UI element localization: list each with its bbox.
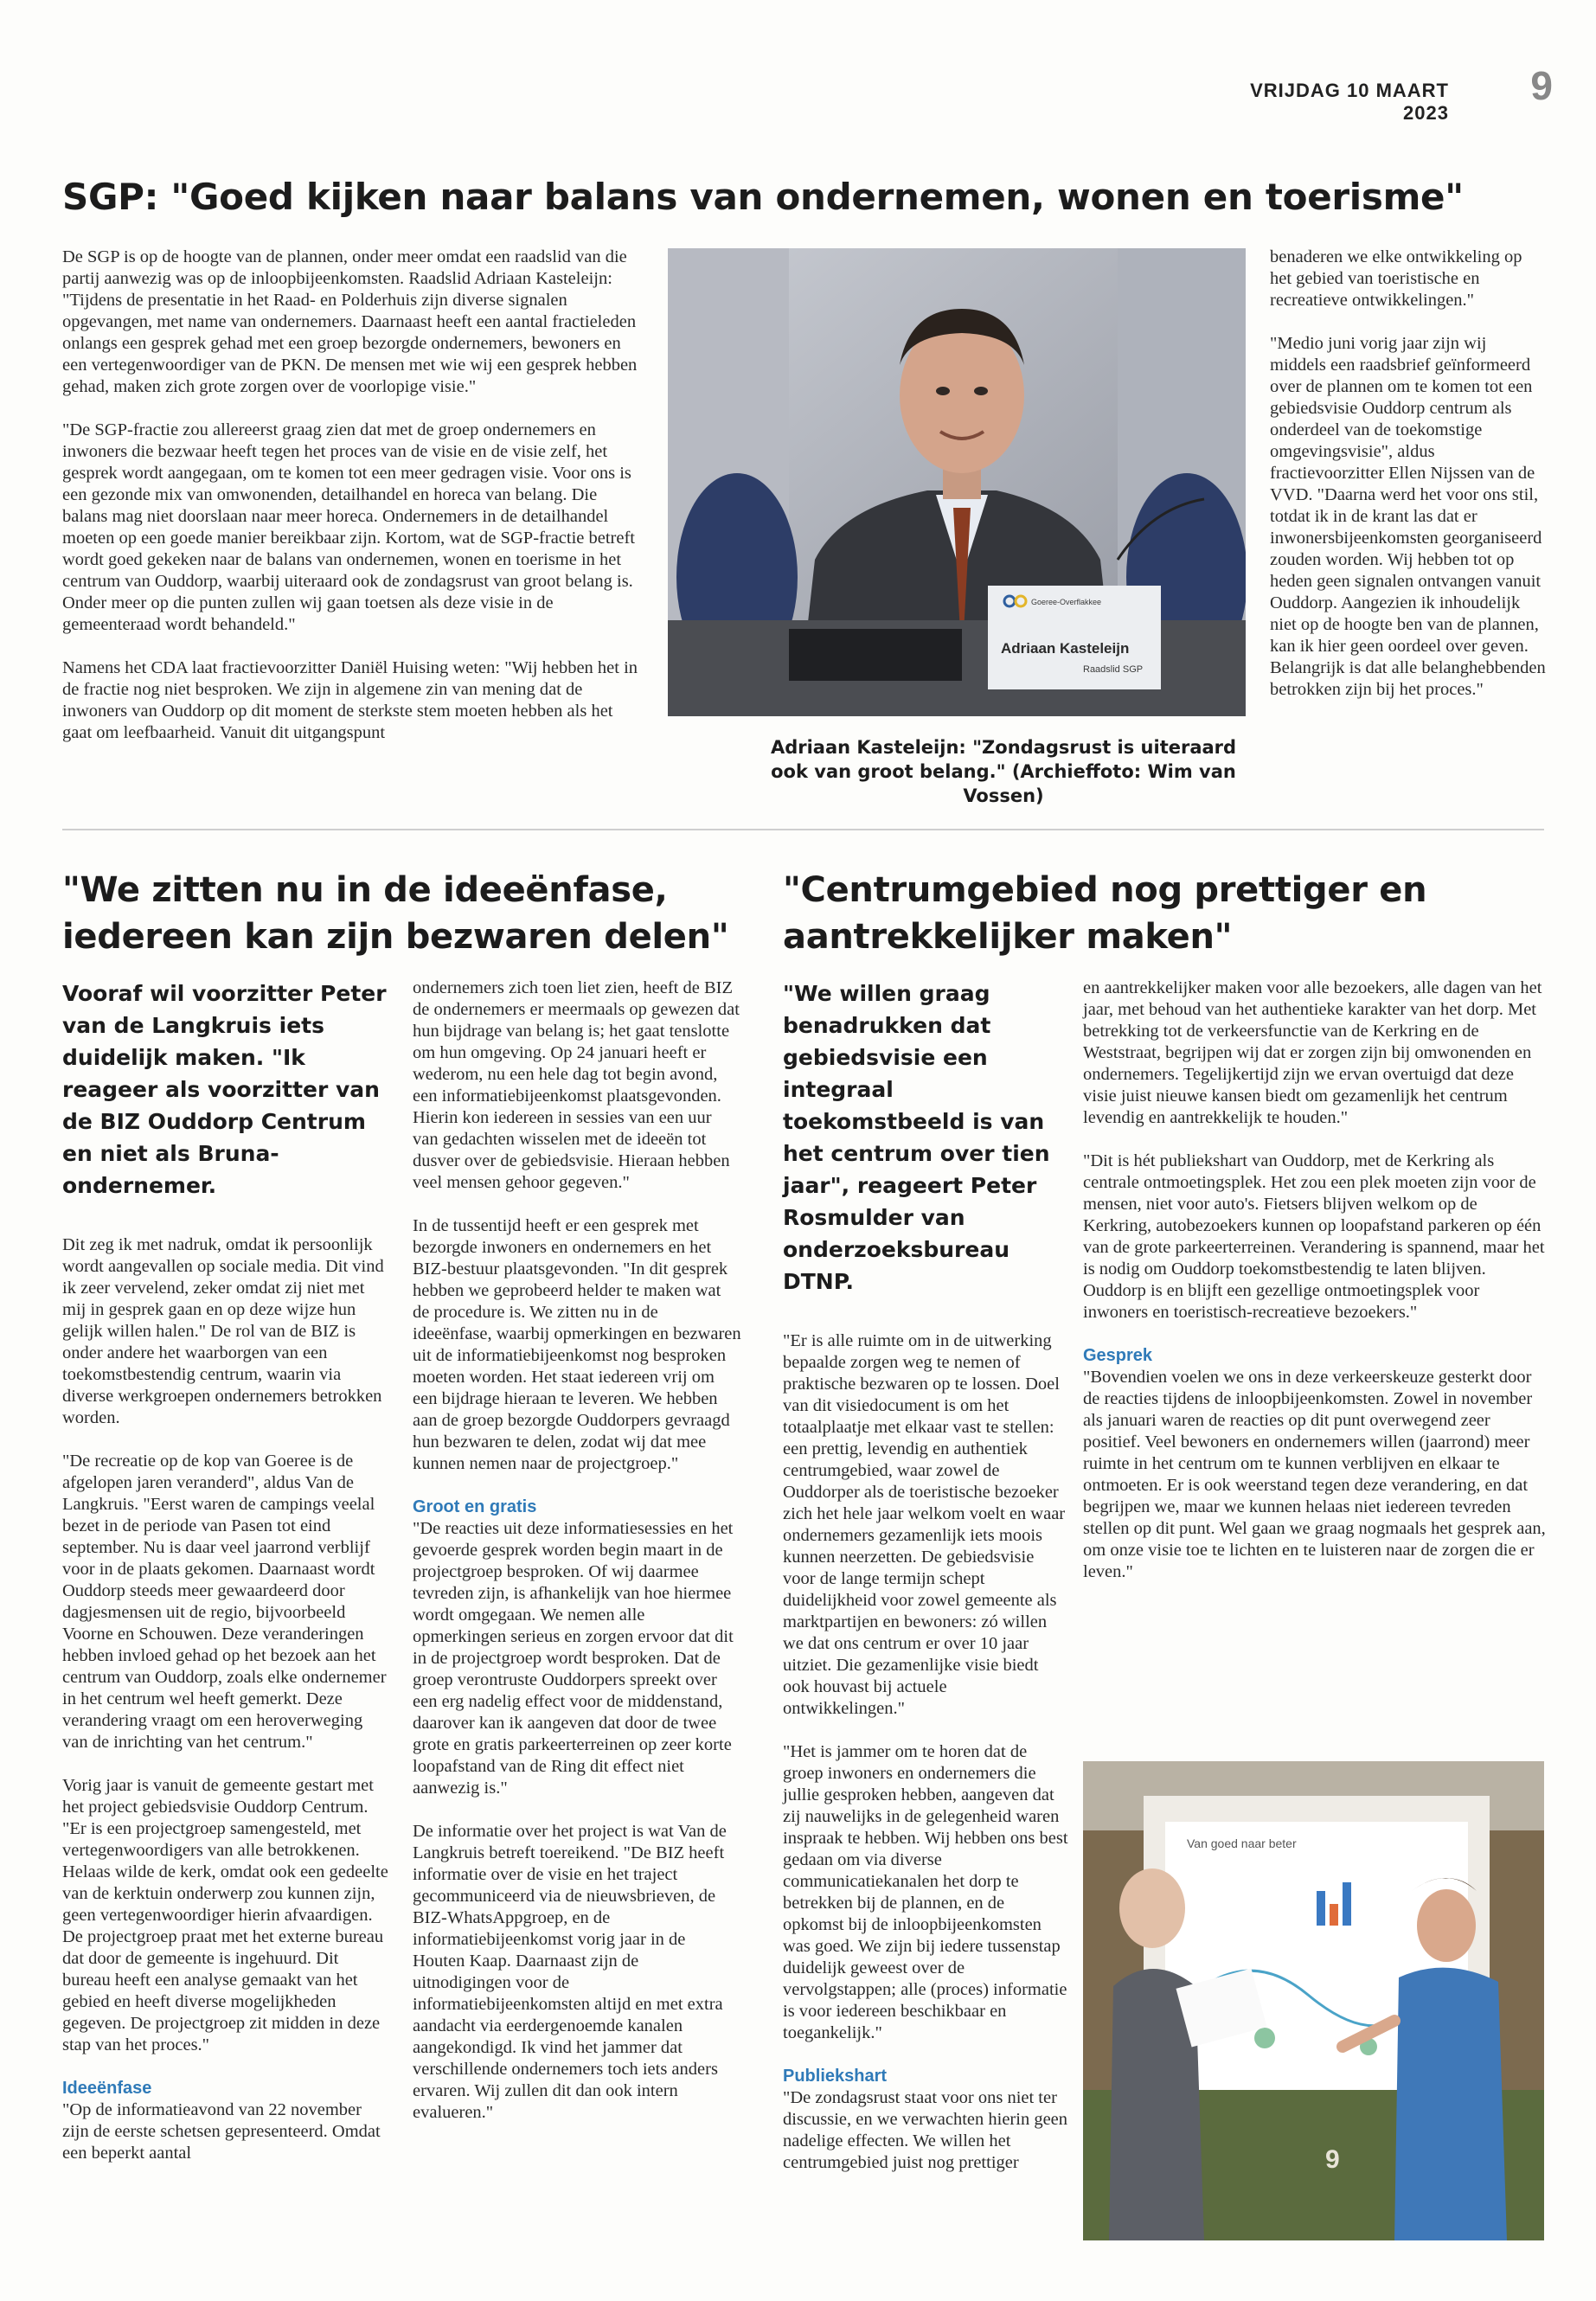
biz-paragraph: ondernemers zich toen liet zien, heeft de BIZ de ondernemers er meermaals op gewezen dat hun bijdrage van belang is; het gaat tenslotte om hun omgeving. Op 24 januari heeft er wederom, nu een hele dag tot begin avond, een informatiebijeenkomst plaatsgevonden. Hierin kon iedereen in sessies van een uur van gedachten wisselen met de ideeën tot dusver over de gebiedsvisie. Hieraan hebben veel mensen gehoor gegeven." xyxy=(413,978,740,1192)
biz-paragraph: "De recreatie op de kop van Goeree is de afgelopen jaren veranderd", aldus Van de Langkruis. "Eerst waren de campings veelal bezet in de periode van Pasen tot eind september. Nu is daar veel jaarrond verblijf voor in de plaats gekomen. Daarnaast wordt Ouddorp steeds meer gewaardeerd door dagjesmensen uit de regio, bijvoorbeeld Voorne en Schouwen. Deze veranderingen hebben invloed gehad op het bezoek aan het centrum van Ouddorp, zoals elke ondernemer in het centrum wel heeft gemerkt. Deze verandering vraagt om een heroverweging van de inrichting van het centrum." xyxy=(62,1452,387,1752)
nameplate-role: Raadslid SGP xyxy=(1083,664,1144,675)
nameplate-logo: Goeree-Overflakkee xyxy=(1031,598,1102,606)
kasteleijn-photo xyxy=(668,248,1246,716)
kasteleijn-photo-illustration xyxy=(668,248,1246,716)
dtnp-paragraph: "Er is alle ruimte om in de uitwerking bepaalde zorgen weg te nemen of praktische bezwaren op te lossen. Doel van dit visiedocument is om het totaalplaatje met elkaar vast te stellen: een prettig, levendig en authentiek centrumgebied, waar zowel de Ouddorper als de toeristische bezoeker zich het hele jaar welkom voelt en waar ondernemers gezamenlijk iets moois kunnen neerzetten. De gebiedsvisie voor de lange termijn schept duidelijkheid voor zowel gemeente als marktpartijen en bewoners: zó willen we dat ons centrum er over 10 jaar uitziet. Die gezamenlijke visie biedt ook houvast bij actuele ontwikkelingen." xyxy=(783,1331,1066,1718)
sgp-paragraph: Namens het CDA laat fractievoorzitter Daniël Huising weten: "Wij hebben het in de fractie nog niet besproken. We zijn in algemene zin van mening dat de inwoners van Ouddorp op dit moment de sterkste stem moeten hebben als het gaat om leefbaarheid. Vanuit dit uitgangspunt xyxy=(62,658,638,742)
presentation-photo xyxy=(1083,1761,1544,2240)
biz-subhead-groot-en-gratis: Groot en gratis xyxy=(413,1497,537,1516)
sgp-paragraph: benaderen we elke ontwikkeling op het gebied van toeristische en recreatieve ontwikkelingen." xyxy=(1270,247,1522,310)
biz-paragraph: De informatie over het project is wat Van de Langkruis betreft toereikend. "De BIZ heeft informatie over de visie en het traject gecommuniceerd via de nieuwsbrieven, de BIZ-WhatsAppgroep, en de informatiebijeenkomst vorig jaar in de Houten Kaap. Daarnaast zijn de uitnodigingen voor de informatiebijeenkomsten altijd en met extra aandacht via eerdergenoemde kanalen aangekondigd. Ik vind het jammer dat verschillende ondernemers toch iets anders ervaren. Wij zullen dit dan ook intern evalueren." xyxy=(413,1822,727,2122)
biz-paragraph: "Op de informatieavond van 22 november zijn de eerste schetsen gepresenteerd. Omdat een beperkt aantal xyxy=(62,2100,381,2163)
biz-headline: "We zitten nu in de ideeënfase, iedereen kan zijn bezwaren delen" xyxy=(62,870,729,957)
dtnp-paragraph: "Bovendien voelen we ons in deze verkeerskeuze gesterkt door de reacties tijdens de inloopbijeenkomsten. Zowel in november als januari waren de reacties op dit punt overwegend zeer positief. Veel bewoners en ondernemers willen (jaarrond) meer ruimte in het centrum om te kunnen verblijven en elkaar te ontmoeten. Er is ook weerstand tegen deze verandering, en dat begrijpen we, maar we kunnen helaas niet iedereen tevreden stellen op dit punt. Wel gaan we graag nogmaals het gesprek aan, om onze visie toe te lichten en te luisteren naar de zorgen die er leven." xyxy=(1083,1368,1546,1581)
section-divider xyxy=(62,829,1544,830)
biz-paragraph: Dit zeg ik met nadruk, omdat ik persoonlijk wordt aangevallen op sociale media. Dit vind ik zeer vervelend, zeker omdat zij niet met mij in gesprek gaan en op deze wijze hun gelijk willen halen." De rol van de BIZ is onder andere het waarborgen van een toekomstbestendig centrum, waarin via diverse werkgroepen ondernemers betrokken worden. xyxy=(62,1235,384,1427)
biz-paragraph: In de tussentijd heeft er een gesprek met bezorgde inwoners en ondernemers en het BIZ-bestuur plaatsgevonden. "In dit gesprek hebben we geprobeerd helder te maken wat de procedure is. We zitten nu in de ideeënfase, waarbij opmerkingen en bezwaren uit de informatiebijeenkomst nog besproken moeten worden. Het staat iedereen vrij om een bijdrage hieraan te leveren. We hebben aan de groep bezorgde Ouddorpers gevraagd hun bezwaren te delen, zodat wij dat mee kunnen nemen naar de projectgroep." xyxy=(413,1216,741,1473)
board-title: Van goed naar beter xyxy=(1187,1836,1297,1850)
page-number: 9 xyxy=(1530,63,1553,108)
dtnp-column-1 xyxy=(783,977,1068,2174)
dtnp-headline: "Centrumgebied nog prettiger en aantrekkelijker maken" xyxy=(783,870,1427,957)
sgp-headline: SGP: "Goed kijken naar balans van ondernemen, wonen en toerisme" xyxy=(62,176,1464,218)
dtnp-lead: "We willen graag benadrukken dat gebiedsvisie een integraal toekomstbeeld is van het centrum over tien jaar", reageert Peter Rosmulder van onderzoeksbureau DTNP. xyxy=(783,981,1050,1294)
page-date: VRIJDAG 10 MAART 2023 xyxy=(1250,80,1449,124)
nameplate-name: Adriaan Kasteleijn xyxy=(1001,640,1130,657)
board-number: 9 xyxy=(1325,2145,1340,2174)
sgp-paragraph: "De SGP-fractie zou allereerst graag zien dat met de groep ondernemers en inwoners die bezwaar heeft tegen het proces van de visie en de visie zelf, het gesprek wordt aangegaan, om te komen tot een meer gedragen visie. Voor ons is een gezonde mix van omwonenden, detailhandel en horeca van belang. Die balans mag niet doorslaan naar meer horeca. Ondernemers in de detailhandel moeten op een goede manier bereikbaar zijn. Kortom, wat de SGP-fractie betreft wordt goed gekeken naar de balans van ondernemen, wonen en toerisme in het centrum van Ouddorp, waarbij uiteraard ook de zondagsrust van groot belang is. Onder meer op die punten zullen wij gaan toetsen als deze visie in de gemeenteraad wordt behandeld." xyxy=(62,420,635,634)
sgp-paragraph: De SGP is op de hoogte van de plannen, onder meer omdat een raadslid van die partij aanwezig was op de inloopbijeenkomsten. Raadslid Adriaan Kasteleijn: "Tijdens de presentatie in het Raad- en Polderhuis zijn diverse signalen opgevangen, met name van ondernemers. Daarnaast heeft een aantal fractieleden onlangs een gesprek gehad met een groep bezorgde ondernemers, bewoners en een vertegenwoordiger van de PKN. De mensen met wie wij een gesprek hebben gehad, maken zich grote zorgen over de voorlopige visie." xyxy=(62,247,638,396)
sgp-column-right xyxy=(1270,247,1547,701)
dtnp-subhead-gesprek: Gesprek xyxy=(1083,1346,1153,1365)
biz-column-2 xyxy=(413,977,741,2124)
biz-column-1 xyxy=(62,977,391,2164)
presentation-photo-illustration xyxy=(1083,1761,1544,2240)
dtnp-subhead-publiekshart: Publiekshart xyxy=(783,2067,888,2086)
biz-subhead-ideeenfase: Ideeënfase xyxy=(62,2079,152,2098)
sgp-paragraph: "Medio juni vorig jaar zijn wij middels een raadsbrief geïnformeerd over de plannen om te komen tot een gebiedsvisie Ouddorp centrum als onderdeel van de toekomstige omgevingsvisie", aldus fractievoorzitter Ellen Nijssen van de VVD. "Daarna werd het voor ons stil, totdat ik in de krant las dat er inwonersbijeenkomsten georganiseerd zouden worden. Wij hebben tot op heden geen signalen ontvangen vanuit Ouddorp. Aangezien ik inhoudelijk niet op de hoogte ben van de plannen, kan ik hier geen oordeel over geven. Belangrijk is dat alle belanghebbenden betrokken zijn bij het proces." xyxy=(1270,334,1546,699)
dtnp-paragraph: "De zondagsrust staat voor ons niet ter discussie, en we verwachten hierin geen nadelige effecten. We willen het centrumgebied juist nog prettiger xyxy=(783,2088,1068,2172)
photo-caption: Adriaan Kasteleijn: "Zondagsrust is uiteraard ook van groot belang." (Archieffoto: Wim van Vossen) xyxy=(770,737,1237,806)
dtnp-paragraph: "Het is jammer om te horen dat de groep inwoners en ondernemers die jullie gesproken hebben, aangeven dat zij nauwelijks in de gelegenheid waren inspraak te hebben. Wij hebben ons best gedaan om via diverse communicatiekanalen het dorp te betrekken bij de plannen, en de opkomst bij de inloopbijeenkomsten was goed. We zijn bij iedere tussenstap duidelijk geweest over de vervolgstappen; alle (proces) informatie is voor iedereen beschikbaar en toegankelijk." xyxy=(783,1742,1068,2042)
biz-lead: Vooraf wil voorzitter Peter van de Langkruis iets duidelijk maken. "Ik reageer als voorzitter van de BIZ Ouddorp Centrum en niet als Bruna-ondernemer. xyxy=(62,981,387,1198)
biz-paragraph: Vorig jaar is vanuit de gemeente gestart met het project gebiedsvisie Ouddorp Centrum. "Er is een projectgroep samengesteld, met vertegenwoordigers van alle betrokkenen. Helaas wilde de kerk, omdat ook een gedeelte van de kerktuin onderwerp zou kunnen zijn, geen vertegenwoordiger hierin afvaardigen. De projectgroep praat met het externe bureau dat door de gemeente is ingehuurd. Dit bureau heeft een analyse gemaakt van het gebied en heeft diverse mogelijkheden gegeven. De projectgroep zit midden in deze stap van het proces." xyxy=(62,1776,388,2054)
dtnp-paragraph: en aantrekkelijker maken voor alle bezoekers, alle dagen van het jaar, met behoud van het authentieke karakter van het dorp. Met betrekking tot de verkeersfunctie van de Kerkring en de Weststraat, begrijpen wij dat er zorgen zijn bij omwonenden en ondernemers. Tegelijkertijd zijn we ervan overtuigd dat deze visie juist nieuwe kansen biedt om gezamenlijk het centrum levendig en aantrekkelijk te houden." xyxy=(1083,978,1542,1127)
dtnp-column-2 xyxy=(1083,977,1546,1583)
sgp-column-left xyxy=(62,247,640,744)
dtnp-paragraph: "Dit is hét publiekshart van Ouddorp, met de Kerkring als centrale ontmoetingsplek. Het zou een plek moeten zijn voor de mensen, niet voor auto's. Fietsers blijven welkom op de Kerkring, autobezoekers kunnen op loopafstand parkeren op één van de grote parkeerterreinen. Verandering is spannend, maar het is nodig om Ouddorp toekomstbestendig te laten blijven. Ouddorp is en blijft een gezellige ontmoetingsplek voor inwoners en toeristisch-recreatieve bezoekers." xyxy=(1083,1151,1545,1322)
biz-paragraph: "De reacties uit deze informatiesessies en het gevoerde gesprek worden begin maart in de projectgroep besproken. Of wij daarmee tevreden zijn, is afhankelijk van hoe hiermee wordt omgegaan. We nemen alle opmerkingen serieus en zorgen ervoor dat dit in de projectgroep wordt besproken. Dat de groep verontruste Ouddorpers spreekt over een erg nadelig effect voor de middenstand, daarover kan ik aangeven dat door de twee grote en gratis parkeerterreinen op zeer korte loopafstand van de Ring dit effect niet aanwezig is." xyxy=(413,1519,734,1798)
